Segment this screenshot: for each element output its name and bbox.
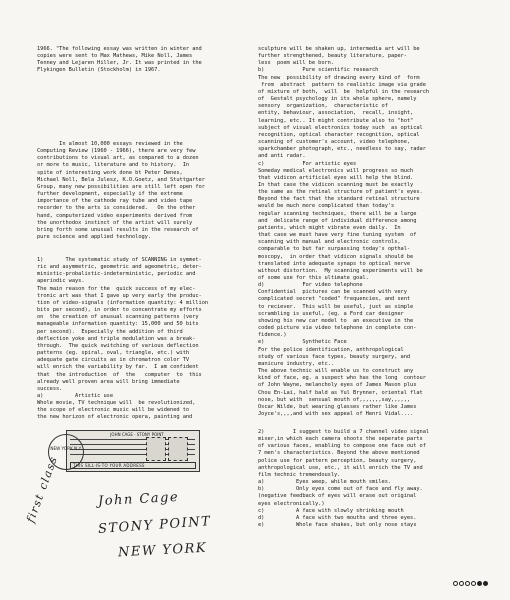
text-line: less poem will be born.	[258, 60, 335, 67]
page-mark-empty	[459, 581, 464, 586]
text-line: that case we must have very fine tuning system of	[258, 232, 417, 239]
intro-paragraph	[37, 46, 262, 75]
text-line: aperiodic ways.	[37, 278, 85, 285]
text-line: subject of visual electronics today such as optical	[258, 124, 423, 131]
text-line: sparkchamber photograph, etc., needless to say, radar	[258, 146, 426, 153]
text-line: film technic tremendously.	[258, 471, 341, 478]
text-line: The new possibility of drawing every kind of form	[258, 74, 420, 81]
text-line: fidence.)	[258, 332, 287, 339]
text-line: tronic art was that I gave up very early the produc-	[37, 292, 202, 299]
text-line: ric and asymmetric, geometric and ageometric, deter-	[37, 264, 202, 271]
text-line: spite of interesting work done bt Peter Denes,	[37, 169, 183, 176]
text-line: the same as the retinal structure of patient's eyes.	[258, 189, 423, 196]
envelope-image	[18, 430, 248, 585]
text-line: anthropological use, etc., it will enrich the TV and	[258, 464, 423, 471]
text-line: that the introduction of the computer to this	[37, 371, 202, 378]
text-line: or more to music, literature and to history. In	[37, 162, 190, 169]
text-line: regular scanning techniques, there will be a large	[258, 210, 417, 217]
scanning-section	[37, 257, 262, 422]
text-line: of mixture of both, will be helpful in the research	[258, 88, 430, 95]
first-class-handwriting: first class	[24, 453, 61, 525]
text-line: eyes electronically.)	[258, 500, 325, 507]
computing-review-paragraph	[37, 141, 262, 241]
text-line: Oscar Wilde, but wearing glasses rather like James	[258, 403, 417, 410]
text-line: b) Pure scientific research	[258, 67, 379, 74]
text-line: manageable information quantity: 15,000 and 50 bits	[37, 321, 199, 328]
text-line: contributions to visual art, as compared to a dozen	[37, 155, 199, 162]
text-line: scanning of customer's account, video telephone,	[258, 139, 411, 146]
text-line: c) A face with slowly shrinking mouth	[258, 507, 404, 514]
address-town: STONY POINT	[97, 514, 212, 537]
page-mark-filled	[477, 581, 482, 586]
text-line: (negative feedback of eyes will erase out original	[258, 493, 417, 500]
applications-section	[258, 46, 488, 418]
text-line: Michael Noll, Bela Julesz, K.O.Goetz, and Stuttgarter	[37, 176, 205, 183]
text-line: Beyond the fact that the standard retinal structure	[258, 196, 420, 203]
page-mark-filled	[483, 581, 488, 586]
text-line: e) Synthetic Face	[258, 339, 347, 346]
text-line: recorder to the arts is considered. On the other	[37, 205, 196, 212]
text-line: recognition, optical character recognition, optical	[258, 131, 420, 138]
text-line: already well proven area will bring immediate	[37, 378, 180, 385]
text-line: bring forth some unusual results in the research of	[37, 226, 199, 233]
text-line: that vidicon artificial eyes will help the blind.	[258, 174, 414, 181]
text-line: d) For video telephone	[258, 282, 363, 289]
text-line: adequate gate circuits as in chromatron color TV	[37, 357, 190, 364]
text-line: e) Whole face shakes, but only nose stays	[258, 522, 417, 529]
text-line: showing his new car model to an executive in the	[258, 317, 414, 324]
text-line: on the creation of unusual scanning patterns (very	[37, 314, 199, 321]
text-line: to reciever. This will be useful, just as simple	[258, 303, 414, 310]
text-line: In that case the vidicon scanning must be exactly	[258, 181, 414, 188]
text-line: Computing Review (1960 - 1966), there are very few	[37, 148, 196, 155]
text-line: 1966. "The following essay was written in winter and	[37, 46, 202, 52]
text-line: without distortion. My scanning experiments will be	[258, 267, 423, 274]
text-line: and delicate range of individual difference among	[258, 217, 417, 224]
text-line: bits per second), in order to concentrate my efforts	[37, 307, 202, 314]
page-mark-empty	[453, 581, 458, 586]
text-line: 7 men's characteristics. Beyond the above mentioned	[258, 450, 420, 457]
text-line: of various faces, enabling to compose one face out of	[258, 443, 426, 450]
page-indicator	[453, 581, 488, 586]
text-line: scrambling is useful, (eg. a Ford car designer	[258, 310, 404, 317]
text-line: Whole movie, TV technique will be revolutionized,	[37, 400, 196, 407]
text-line: Group, many new possibilities are still left open for	[37, 183, 205, 190]
text-line: 1) The systematic study of SCANNING in symmet-	[37, 257, 202, 263]
text-line: moscopy, in order that vidicon signals should be	[258, 253, 414, 260]
text-line: translated into adequate synaps to optical nerve	[258, 260, 411, 267]
text-line: complicated secret "coded" frequencies, and sent	[258, 296, 411, 303]
text-line: sensory organization, characteristic of	[258, 103, 388, 110]
text-line: The above technic will enable us to construct any	[258, 368, 414, 375]
text-line: success.	[37, 385, 63, 392]
text-line: c) For artistic eyes	[258, 160, 357, 167]
text-line: would be much more complicated than today's	[258, 203, 395, 210]
text-line: of John Wayne, melancholy eyes of James Mason plus	[258, 382, 417, 389]
text-line: manicure industry, etc..	[258, 360, 335, 367]
text-line: hand, computerized video experiments derived from	[37, 212, 193, 219]
text-line: the scope of electronic music will be widened to	[37, 407, 190, 414]
text-line: Chou En-Lai, half bald as Yul Brynner, oriental flat	[258, 389, 423, 396]
text-line: Someday medical electronics will progress so much	[258, 167, 414, 174]
text-line: police use for pattern perception, beauty surgery,	[258, 457, 417, 464]
address-state: NEW YORK	[117, 540, 208, 561]
postage-stamp	[146, 437, 166, 461]
text-line: The main reason for the quick success of my elec-	[37, 285, 196, 292]
video-mixer-section	[258, 429, 488, 529]
text-line: comparable to but far surpassing today's opthal-	[258, 246, 411, 253]
text-line: copies were sent to Max Mathews, Mike Noll, James	[37, 53, 193, 60]
text-line: coded picture via video telephone in complete con-	[258, 325, 417, 332]
text-line: entity, behaviour, association, recall, insight,	[258, 110, 414, 117]
text-line: ministic-probalistic-indeterministic, periodic and	[37, 271, 196, 278]
postmark-text: NEW YORK N.Y.	[50, 446, 82, 451]
text-line: per second). Especially the addition of third	[37, 328, 183, 335]
text-line: from abstract pattern to realistic image via grade	[258, 81, 426, 88]
text-line: nose, but with sensual mouth of,,,,,,,say,,,,,,	[258, 396, 411, 403]
text-line: a) Eyes weep, while mouth smiles.	[258, 479, 392, 486]
text-line: will enrich the variability by far. I am confident	[37, 364, 199, 371]
text-line: Tenney and Lejaren Hiller, Jr. It was printed in the	[37, 60, 202, 67]
text-line: patterns (eg. spiral, oval, triangle, etc.) with	[37, 350, 190, 357]
text-line: tion of video-signals (information quantity: 4 million	[37, 299, 209, 306]
text-line: learning, etc.. It might contribute also to "hot"	[258, 117, 414, 124]
text-line: pure science and applied technology.	[37, 234, 152, 241]
text-line: the unorthodox instinct of the artist will surely	[37, 219, 193, 226]
text-line: and anti radar.	[258, 153, 306, 160]
page-mark-empty	[465, 581, 470, 586]
text-line: through. The quick switching of various deflection	[37, 342, 199, 349]
text-line: further development, especially if the extreme	[37, 191, 183, 198]
text-line: further strengthened, beauty literature, paper-	[258, 53, 407, 60]
text-line: kind of face, eg. a suspect who has the long contour	[258, 375, 426, 382]
text-line: patients, which might vibrate even daily. In	[258, 224, 401, 231]
text-line: For the police identification, anthropological	[258, 346, 404, 353]
text-line: Joyce's,,,,and with sex appeal of Henri Vidal....	[258, 410, 414, 417]
text-line: mixer,in which each camera shoots the seperate parts	[258, 436, 423, 443]
text-line: scanning with manual and electronic controls,	[258, 239, 401, 246]
text-line: a) Artistic use	[37, 392, 114, 399]
text-line: Flykingen Bulletin (Stockholm) in 1967.	[37, 67, 161, 74]
text-line: deflection yoke and triple modulation was a break-	[37, 335, 196, 342]
address-stamp: THIS SILL·IS·TO YOUR ADDRESS	[70, 462, 196, 469]
address-name: John Cage	[97, 489, 180, 510]
text-line: sculpture will be shaken up, intermedia art will be	[258, 46, 420, 52]
text-line: of some use for this ultimate goal.	[258, 275, 369, 281]
text-line: study of various face types, beauty surgery, and	[258, 353, 411, 360]
return-address: JOHN CAGE · STONY POINT	[110, 432, 164, 437]
text-line: of Gestalt psychology in its whole sphere, namely	[258, 96, 417, 103]
text-line: b) Only eyes come out of face and fly away.	[258, 486, 423, 493]
page-mark-empty	[471, 581, 476, 586]
text-line: importance of the cathode ray tube and video tape	[37, 198, 193, 205]
postage-stamp	[168, 437, 188, 461]
text-line: d) A face with two mouths and three eyes.	[258, 514, 417, 521]
text-line: Confidential pictures can be scanned with very	[258, 289, 407, 296]
text-line: the new horizon of electronic opera, painting and	[37, 414, 193, 421]
text-line: In almost 10,000 essays reviewed in the	[37, 141, 183, 147]
text-line: 2) I suggest to build a 7 channel video signal	[258, 429, 430, 435]
